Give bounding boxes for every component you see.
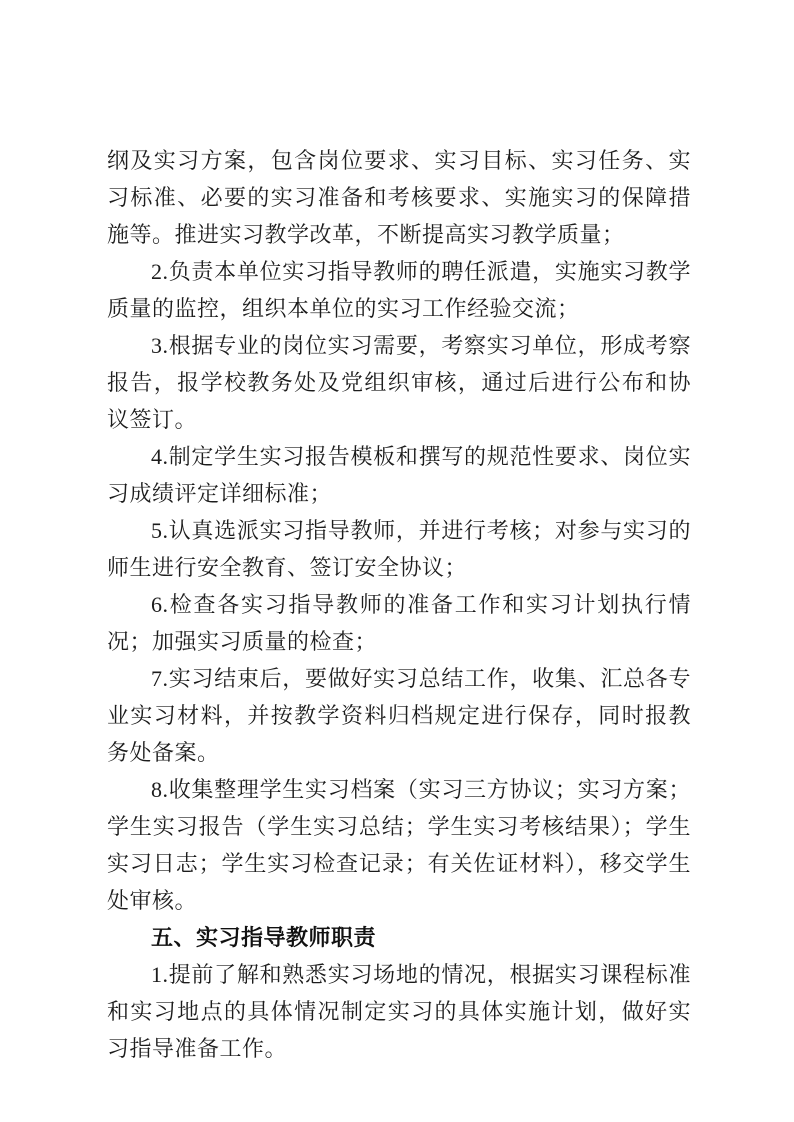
paragraph-duty-4: 4.制定学生实习报告模板和撰写的规范性要求、岗位实习成绩评定详细标准； [107,444,691,506]
paragraph-duty-5: 5.认真选派实习指导教师，并进行考核；对参与实习的师生进行安全教育、签订安全协议； [107,518,691,580]
paragraph-instructor-duty-1: 1.提前了解和熟悉实习场地的情况，根据实习课程标准和实习地点的具体情况制定实习的具体实施计划，做好实习指导准备工作。 [107,962,691,1061]
paragraph-duty-3: 3.根据专业的岗位实习需要，考察实习单位，形成考察报告，报学校教务处及党组织审核，通过后进行公布和协议签订。 [107,333,691,432]
paragraph-duty-6: 6.检查各实习指导教师的准备工作和实习计划执行情况；加强实习质量的检查； [107,592,691,654]
paragraph-duty-7: 7.实习结束后，要做好实习总结工作，收集、汇总各专业实习材料，并按教学资料归档规定进行保存，同时报教务处备案。 [107,666,691,765]
paragraph-duty-8: 8.收集整理学生实习档案（实习三方协议；实习方案；学生实习报告（学生实习总结；学生实习考核结果）；学生实习日志；学生实习检查记录；有关佐证材料），移交学生处审核。 [107,777,691,913]
section-heading-5: 五、实习指导教师职责 [151,925,377,950]
paragraph-continuation: 纲及实习方案，包含岗位要求、实习目标、实习任务、实习标准、必要的实习准备和考核要求、实施实习的保障措施等。推进实习教学改革，不断提高实习教学质量； [107,148,691,247]
document-body [107,142,691,1067]
paragraph-duty-2: 2.负责本单位实习指导教师的聘任派遣，实施实习教学质量的监控，组织本单位的实习工作经验交流； [107,259,691,321]
